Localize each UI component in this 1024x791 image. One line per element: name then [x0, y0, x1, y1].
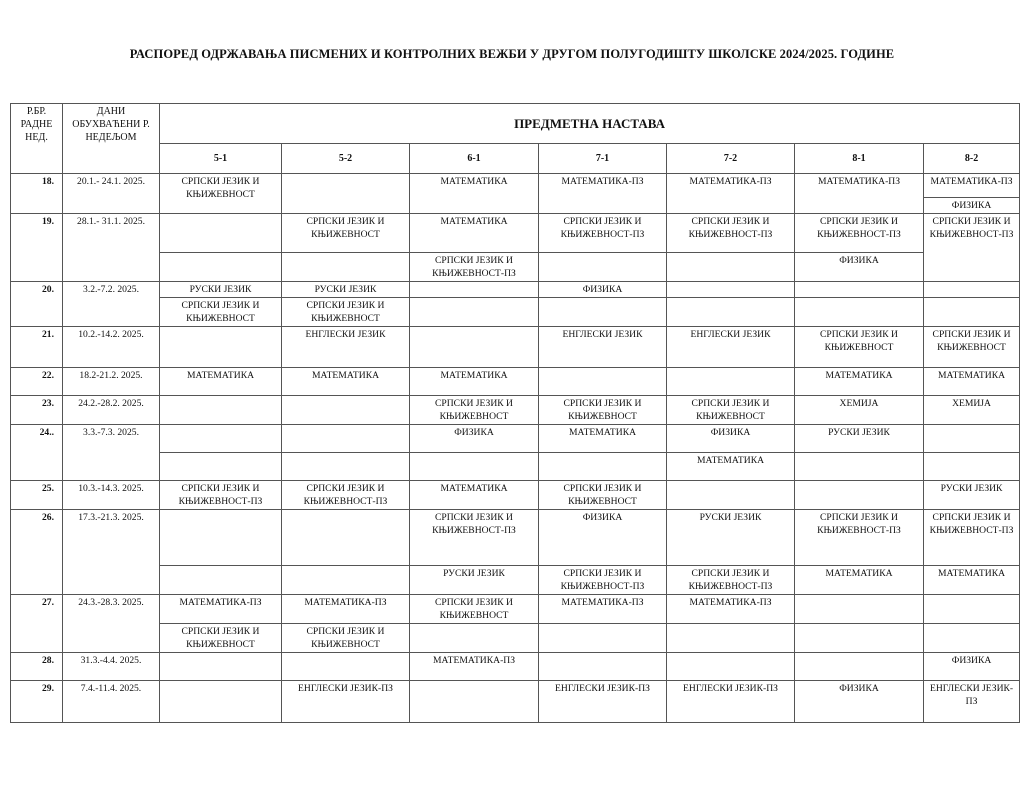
week-number: 27. — [11, 595, 63, 653]
cell: ЕНГЛЕСКИ ЈЕЗИК-ПЗ — [282, 681, 410, 723]
week-dates: 10.2.-14.2. 2025. — [63, 327, 160, 368]
cell: ФИЗИКА — [924, 653, 1020, 681]
week-dates: 3.3.-7.3. 2025. — [63, 425, 160, 481]
cell — [160, 425, 282, 453]
cell: ЕНГЛЕСКИ ЈЕЗИК — [667, 327, 795, 368]
cell: РУСКИ ЈЕЗИК — [160, 282, 282, 298]
cell — [667, 624, 795, 653]
cell: МАТЕМАТИКА — [539, 425, 667, 453]
cell: ФИЗИКА — [667, 425, 795, 453]
cell: СРПСКИ ЈЕЗИК И КЊИЖЕВНОСТ — [160, 174, 282, 214]
week-dates: 20.1.- 24.1. 2025. — [63, 174, 160, 214]
cell: ФИЗИКА — [924, 198, 1020, 214]
cell — [282, 425, 410, 453]
cell: МАТЕМАТИКА — [410, 368, 539, 396]
table-row — [11, 566, 1020, 595]
cell: МАТЕМАТИКА-ПЗ — [410, 653, 539, 681]
cell — [795, 282, 924, 298]
table-row — [11, 595, 1020, 624]
class-header: 5-1 — [160, 144, 282, 174]
schedule-table — [10, 103, 1020, 723]
cell: РУСКИ ЈЕЗИК — [282, 282, 410, 298]
cell: СРПСКИ ЈЕЗИК И КЊИЖЕВНОСТ — [667, 396, 795, 425]
cell — [539, 653, 667, 681]
cell — [667, 481, 795, 510]
cell — [924, 595, 1020, 624]
cell: СРПСКИ ЈЕЗИК И КЊИЖЕВНОСТ-ПЗ — [160, 481, 282, 510]
cell — [924, 298, 1020, 327]
cell — [160, 253, 282, 282]
cell — [795, 298, 924, 327]
week-number: 23. — [11, 396, 63, 425]
cell: ЕНГЛЕСКИ ЈЕЗИК — [282, 327, 410, 368]
table-row — [11, 174, 1020, 198]
table-row — [11, 282, 1020, 298]
table-row — [11, 510, 1020, 566]
cell — [160, 214, 282, 253]
class-header-row — [11, 144, 1020, 174]
cell: СРПСКИ ЈЕЗИК И КЊИЖЕВНОСТ — [282, 624, 410, 653]
cell: СРПСКИ ЈЕЗИК И КЊИЖЕВНОСТ-ПЗ — [667, 566, 795, 595]
header-row — [11, 104, 1020, 144]
cell: МАТЕМАТИКА-ПЗ — [282, 595, 410, 624]
cell: СРПСКИ ЈЕЗИК И КЊИЖЕВНОСТ — [795, 327, 924, 368]
class-header: 8-1 — [795, 144, 924, 174]
cell — [160, 453, 282, 481]
cell: МАТЕМАТИКА — [924, 368, 1020, 396]
table-row — [11, 368, 1020, 396]
class-header: 7-2 — [667, 144, 795, 174]
cell — [924, 282, 1020, 298]
table-row — [11, 327, 1020, 368]
week-number: 20. — [11, 282, 63, 327]
cell — [410, 282, 539, 298]
cell: СРПСКИ ЈЕЗИК И КЊИЖЕВНОСТ-ПЗ — [410, 510, 539, 566]
cell — [410, 298, 539, 327]
cell — [282, 396, 410, 425]
cell — [410, 453, 539, 481]
cell — [795, 624, 924, 653]
cell — [282, 253, 410, 282]
week-number: 19. — [11, 214, 63, 282]
cell: ХЕМИЈА — [795, 396, 924, 425]
cell: СРПСКИ ЈЕЗИК И КЊИЖЕВНОСТ — [160, 624, 282, 653]
cell — [795, 453, 924, 481]
cell: ФИЗИКА — [539, 510, 667, 566]
cell — [282, 566, 410, 595]
week-number: 25. — [11, 481, 63, 510]
class-header: 6-1 — [410, 144, 539, 174]
cell: ФИЗИКА — [410, 425, 539, 453]
week-number: 24.. — [11, 425, 63, 481]
week-number: 22. — [11, 368, 63, 396]
cell: СРПСКИ ЈЕЗИК И КЊИЖЕВНОСТ — [539, 481, 667, 510]
cell: СРПСКИ ЈЕЗИК И КЊИЖЕВНОСТ — [410, 396, 539, 425]
cell — [924, 453, 1020, 481]
cell: МАТЕМАТИКА-ПЗ — [539, 174, 667, 214]
class-header: 7-1 — [539, 144, 667, 174]
cell: МАТЕМАТИКА-ПЗ — [795, 174, 924, 214]
cell: ЕНГЛЕСКИ ЈЕЗИК-ПЗ — [539, 681, 667, 723]
cell — [924, 425, 1020, 453]
week-number-header: Р.БР. РАДНЕ НЕД. — [11, 104, 63, 174]
cell — [667, 253, 795, 282]
table-row — [11, 425, 1020, 453]
cell — [539, 298, 667, 327]
cell: ЕНГЛЕСКИ ЈЕЗИК — [539, 327, 667, 368]
table-row — [11, 396, 1020, 425]
cell — [539, 624, 667, 653]
week-dates: 10.3.-14.3. 2025. — [63, 481, 160, 510]
table-row — [11, 481, 1020, 510]
cell: ФИЗИКА — [795, 253, 924, 282]
cell: МАТЕМАТИКА — [160, 368, 282, 396]
table-row — [11, 681, 1020, 723]
cell: МАТЕМАТИКА — [667, 453, 795, 481]
cell: МАТЕМАТИКА-ПЗ — [924, 174, 1020, 198]
week-dates: 28.1.- 31.1. 2025. — [63, 214, 160, 282]
week-dates: 17.3.-21.3. 2025. — [63, 510, 160, 595]
cell — [667, 298, 795, 327]
cell — [410, 681, 539, 723]
table-row — [11, 214, 1020, 253]
cell — [160, 681, 282, 723]
cell — [282, 174, 410, 214]
week-dates: 18.2-21.2. 2025. — [63, 368, 160, 396]
cell — [282, 653, 410, 681]
week-number: 18. — [11, 174, 63, 214]
cell: СРПСКИ ЈЕЗИК И КЊИЖЕВНОСТ — [282, 214, 410, 253]
cell — [667, 282, 795, 298]
cell: МАТЕМАТИКА — [410, 214, 539, 253]
cell — [795, 481, 924, 510]
cell: СРПСКИ ЈЕЗИК И КЊИЖЕВНОСТ-ПЗ — [410, 253, 539, 282]
cell: СРПСКИ ЈЕЗИК И КЊИЖЕВНОСТ — [282, 298, 410, 327]
cell: МАТЕМАТИКА-ПЗ — [667, 595, 795, 624]
cell: ФИЗИКА — [539, 282, 667, 298]
cell — [160, 566, 282, 595]
cell: СРПСКИ ЈЕЗИК И КЊИЖЕВНОСТ-ПЗ — [924, 510, 1020, 566]
cell: РУСКИ ЈЕЗИК — [924, 481, 1020, 510]
cell: МАТЕМАТИКА — [924, 566, 1020, 595]
week-number: 29. — [11, 681, 63, 723]
cell: МАТЕМАТИКА-ПЗ — [667, 174, 795, 214]
cell: СРПСКИ ЈЕЗИК И КЊИЖЕВНОСТ — [160, 298, 282, 327]
week-number: 28. — [11, 653, 63, 681]
cell: ХЕМИЈА — [924, 396, 1020, 425]
cell — [539, 368, 667, 396]
cell: РУСКИ ЈЕЗИК — [667, 510, 795, 566]
cell: МАТЕМАТИКА — [795, 368, 924, 396]
cell — [795, 595, 924, 624]
class-header: 8-2 — [924, 144, 1020, 174]
cell: СРПСКИ ЈЕЗИК И КЊИЖЕВНОСТ-ПЗ — [795, 510, 924, 566]
cell — [667, 653, 795, 681]
cell: СРПСКИ ЈЕЗИК И КЊИЖЕВНОСТ-ПЗ — [924, 214, 1020, 282]
cell — [160, 653, 282, 681]
week-dates: 3.2.-7.2. 2025. — [63, 282, 160, 327]
table-row — [11, 653, 1020, 681]
table-row — [11, 453, 1020, 481]
week-dates: 24.2.-28.2. 2025. — [63, 396, 160, 425]
cell: СРПСКИ ЈЕЗИК И КЊИЖЕВНОСТ — [539, 396, 667, 425]
cell: СРПСКИ ЈЕЗИК И КЊИЖЕВНОСТ — [410, 595, 539, 624]
cell: РУСКИ ЈЕЗИК — [410, 566, 539, 595]
cell — [410, 624, 539, 653]
cell — [282, 453, 410, 481]
week-dates: 31.3.-4.4. 2025. — [63, 653, 160, 681]
cell: МАТЕМАТИКА-ПЗ — [539, 595, 667, 624]
cell — [539, 453, 667, 481]
cell: МАТЕМАТИКА — [410, 174, 539, 214]
cell: ЕНГЛЕСКИ ЈЕЗИК-ПЗ — [924, 681, 1020, 723]
cell — [795, 653, 924, 681]
cell: СРПСКИ ЈЕЗИК И КЊИЖЕВНОСТ — [924, 327, 1020, 368]
cell — [160, 327, 282, 368]
cell — [410, 327, 539, 368]
cell: ФИЗИКА — [795, 681, 924, 723]
cell: РУСКИ ЈЕЗИК — [795, 425, 924, 453]
cell — [160, 510, 282, 566]
week-dates: 24.3.-28.3. 2025. — [63, 595, 160, 653]
week-number: 26. — [11, 510, 63, 595]
table-row — [11, 253, 1020, 282]
week-number: 21. — [11, 327, 63, 368]
subject-teaching-header: ПРЕДМЕТНА НАСТАВА — [160, 104, 1020, 144]
cell — [282, 510, 410, 566]
cell: СРПСКИ ЈЕЗИК И КЊИЖЕВНОСТ-ПЗ — [539, 214, 667, 253]
document-title: РАСПОРЕД ОДРЖАВАЊА ПИСМЕНИХ И КОНТРОЛНИХ ВЕЖБИ У ДРУГОМ ПОЛУГОДИШТУ ШКОЛСКЕ 2024/2025. ГОДИНЕ — [129, 47, 895, 61]
table-row — [11, 298, 1020, 327]
cell: МАТЕМАТИКА — [410, 481, 539, 510]
cell: МАТЕМАТИКА-ПЗ — [160, 595, 282, 624]
week-dates: 7.4.-11.4. 2025. — [63, 681, 160, 723]
dates-header: ДАНИ ОБУХВАЋЕНИ Р. НЕДЕЉОМ — [63, 104, 160, 174]
cell: СРПСКИ ЈЕЗИК И КЊИЖЕВНОСТ-ПЗ — [539, 566, 667, 595]
cell: СРПСКИ ЈЕЗИК И КЊИЖЕВНОСТ-ПЗ — [667, 214, 795, 253]
cell: СРПСКИ ЈЕЗИК И КЊИЖЕВНОСТ-ПЗ — [795, 214, 924, 253]
cell: СРПСКИ ЈЕЗИК И КЊИЖЕВНОСТ-ПЗ — [282, 481, 410, 510]
cell: ЕНГЛЕСКИ ЈЕЗИК-ПЗ — [667, 681, 795, 723]
table-row — [11, 624, 1020, 653]
cell — [160, 396, 282, 425]
cell: МАТЕМАТИКА — [282, 368, 410, 396]
cell: МАТЕМАТИКА — [795, 566, 924, 595]
cell — [667, 368, 795, 396]
cell — [539, 253, 667, 282]
cell — [924, 624, 1020, 653]
class-header: 5-2 — [282, 144, 410, 174]
